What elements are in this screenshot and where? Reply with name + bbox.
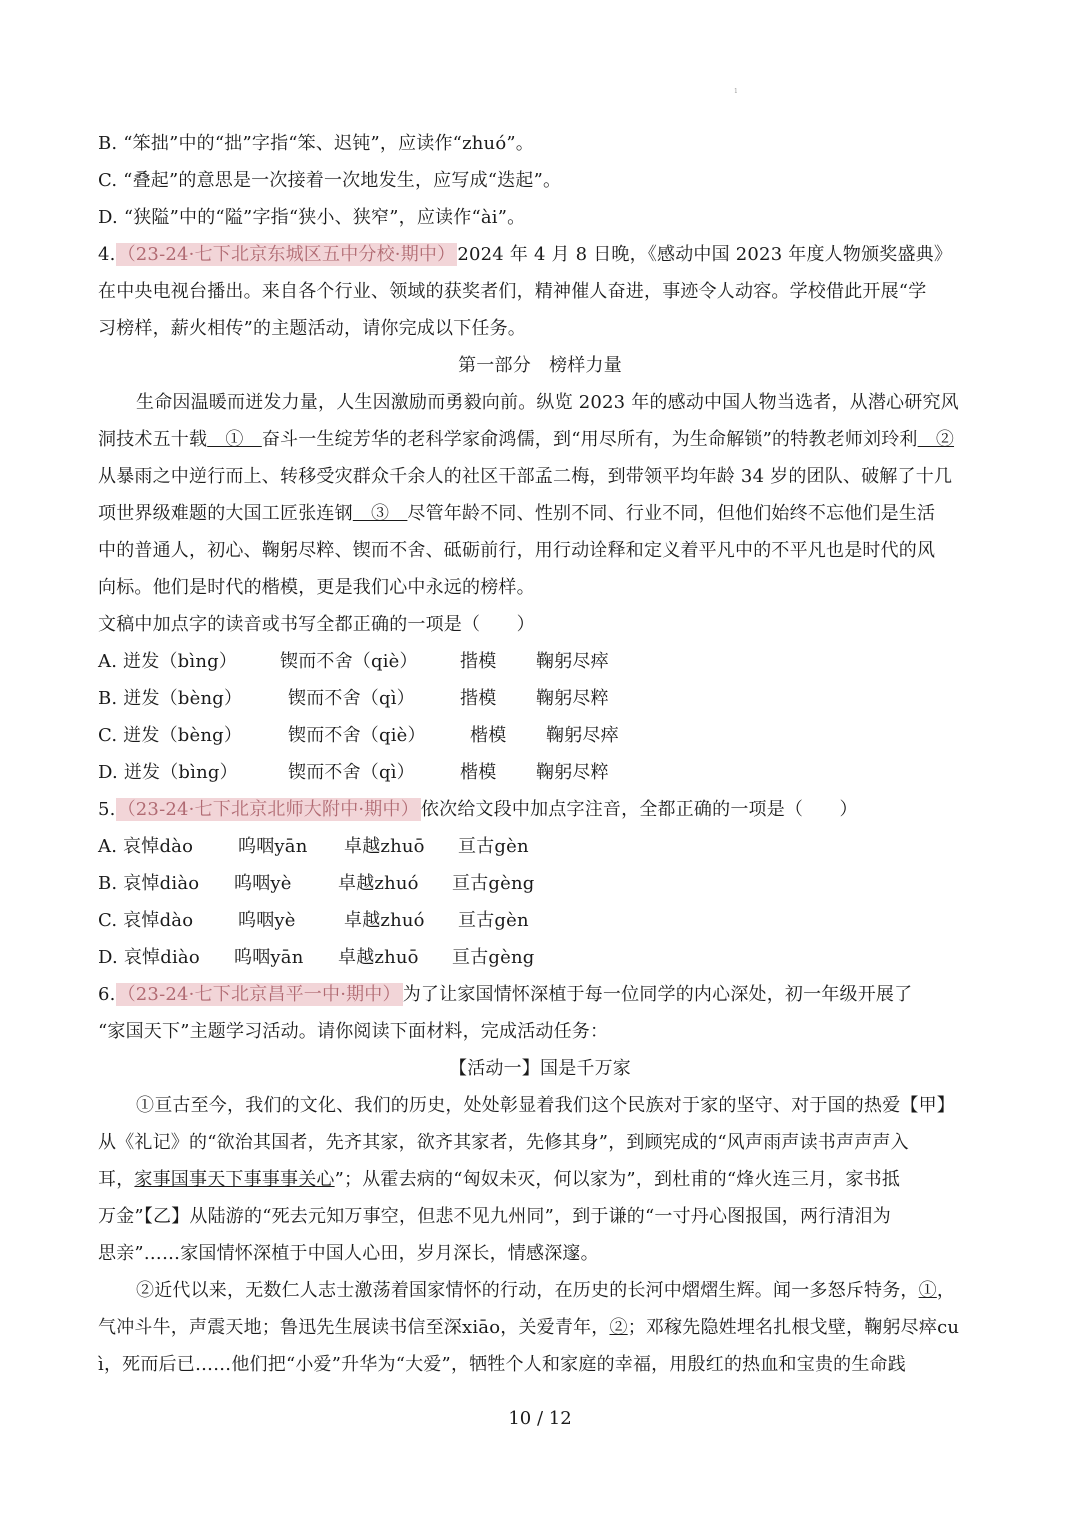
material-text: ②近代以来，无数仁人志士激荡着国家情怀的行动，在历史的长河中熠熠生辉。闻一多怒斥特务，	[136, 1280, 919, 1301]
material-text: ；邓稼先隐姓埋名扎根戈壁，鞠躬尽瘁cu	[627, 1317, 960, 1338]
option-cell: C. 哀悼dào	[98, 910, 194, 931]
option-cell: A. 迸发（bìng）	[98, 651, 238, 672]
question-6-header	[98, 982, 988, 1008]
question-4-line-2: 在中央电视台播出。来自各个行业、领域的获奖者们，精神催人奋进，事迹令人动容。学校借此开展“学	[98, 281, 927, 302]
question-lead: 依次给文段中加点字注音，全都正确的一项是（ ）	[420, 799, 858, 820]
option-cell: 亘古gèng	[452, 947, 535, 968]
q4-option-c	[98, 723, 988, 749]
question-number: 5.	[98, 799, 116, 820]
material-line-5: 思亲”……家国情怀深植于中国人心田，岁月深长，情感深邃。	[98, 1243, 599, 1264]
option-cell: 楷模	[460, 762, 497, 783]
material-line-3	[98, 1167, 988, 1193]
material-line-1: ①亘古至今，我们的文化、我们的历史，处处彰显着我们这个民族对于家的坚守、对于国的热爱【甲】	[136, 1095, 955, 1116]
material-line-4: 万金”【乙】从陆游的“死去元知万事空，但悲不见九州同”，到于谦的“一寸丹心图报国，两行清泪为	[98, 1206, 892, 1227]
option-cell: 鞠躬尽瘁	[546, 725, 619, 746]
material-line-6	[136, 1278, 1026, 1304]
passage-line-6: 向标。他们是时代的楷模，更是我们心中永远的榜样。	[98, 577, 535, 598]
question-number: 6.	[98, 984, 116, 1005]
option-cell: 锲而不舍（qì）	[288, 762, 415, 783]
blank-2: ②	[917, 429, 955, 450]
material-text: 耳，	[98, 1169, 135, 1190]
question-5-header	[98, 797, 988, 823]
blank-marker-2: ②	[609, 1317, 628, 1338]
option-cell: 卓越zhuó	[338, 873, 419, 894]
option-cell: 卓越zhuō	[344, 836, 425, 857]
option-cell: 楷模	[470, 725, 507, 746]
top-mark: 1	[734, 88, 738, 95]
blank-1: ①	[207, 429, 262, 450]
option-cell: 呜咽yè	[238, 910, 296, 931]
option-cell: 卓越zhuó	[344, 910, 425, 931]
option-cell: 呜咽yān	[238, 836, 308, 857]
question-6-line-2: “家国天下”主题学习活动。请你阅读下面材料，完成活动任务：	[98, 1021, 609, 1042]
source-tag: （23-24·七下北京东城区五中分校·期中）	[117, 244, 456, 265]
source-tag: （23-24·七下北京昌平一中·期中）	[117, 984, 401, 1005]
option-cell: 呜咽yè	[234, 873, 292, 894]
option-d-line: D. “狭隘”中的“隘”字指“狭小、狭窄”，应读作“ài”。	[98, 207, 526, 228]
material-line-8: ì，死而后已……他们把“小爱”升华为“大爱”，牺牲个人和家庭的幸福，用殷红的热血和宝贵的生命践	[98, 1354, 906, 1375]
passage-line-4	[98, 501, 988, 527]
passage-line-1: 生命因温暖而迸发力量，人生因激励而勇毅向前。纵览 2023 年的感动中国人物当选者，从潜心研究风	[136, 392, 959, 413]
option-cell: 鞠躬尽粹	[536, 688, 609, 709]
question-4-line-3: 习榜样，薪火相传”的主题活动，请你完成以下任务。	[98, 318, 526, 339]
blank-marker-1: ①	[918, 1280, 937, 1301]
passage-line-2	[98, 427, 988, 453]
passage-text: 尽管年龄不同、性别不同、行业不同，但他们始终不忘他们是生活	[407, 503, 936, 524]
option-cell: 锲而不舍（qì）	[288, 688, 415, 709]
option-cell: D. 迸发（bìng）	[98, 762, 238, 783]
option-cell: 揩模	[460, 688, 497, 709]
option-cell: 鞠躬尽粹	[536, 762, 609, 783]
passage-line-5: 中的普通人，初心、鞠躬尽粹、锲而不舍、砥砺前行，用行动诠释和定义着平凡中的不平凡也是时代的风	[98, 540, 936, 561]
q4-option-a	[98, 649, 988, 675]
option-cell: 亘古gèng	[452, 873, 535, 894]
option-cell: C. 迸发（bèng）	[98, 725, 243, 746]
q5-option-a	[98, 834, 988, 860]
passage-line-3: 从暴雨之中逆行而上、转移受灾群众千余人的社区干部孟二梅，到带领平均年龄 34 岁的团队、破解了十几	[98, 466, 953, 487]
material-text: 气冲斗牛，声震天地；鲁迅先生展读书信至深xiāo，关爱青年，	[98, 1317, 610, 1338]
option-c-line: C. “叠起”的意思是一次接着一次地发生，应写成“迭起”。	[98, 170, 562, 191]
material-line-7	[98, 1315, 988, 1341]
option-cell: 锲而不舍（qiè）	[288, 725, 426, 746]
option-cell: 卓越zhuō	[338, 947, 419, 968]
option-cell: B. 迸发（bèng）	[98, 688, 243, 709]
q5-option-d	[98, 945, 988, 971]
q5-option-b	[98, 871, 988, 897]
option-cell: 亘古gèn	[458, 910, 529, 931]
option-cell: A. 哀悼dào	[98, 836, 194, 857]
option-cell: D. 哀悼diào	[98, 947, 200, 968]
passage-text: 洞技术五十载	[98, 429, 208, 450]
blank-3: ③	[352, 503, 408, 524]
passage-text: 奋斗一生绽芳华的老科学家俞鸿儒，到“用尽所有，为生命解锁”的特教老师刘玲利	[261, 429, 918, 450]
option-cell: 鞠躬尽瘁	[536, 651, 609, 672]
option-cell: 亘古gèn	[458, 836, 529, 857]
material-line-2: 从《礼记》的“欲治其国者，先齐其家，欲齐其家者，先修其身”，到顾宪成的“风声雨声读书声声声入	[98, 1132, 909, 1153]
source-tag: （23-24·七下北京北师大附中·期中）	[117, 799, 419, 820]
question-4-header	[98, 242, 988, 268]
passage-text: 项世界级难题的大国工匠张连钢	[98, 503, 353, 524]
option-cell: 呜咽yān	[234, 947, 304, 968]
option-cell: 揩模	[460, 651, 497, 672]
part-title: 第一部分 榜样力量	[458, 355, 622, 376]
q4-option-b	[98, 686, 988, 712]
question-4-prompt: 文稿中加点字的读音或书写全都正确的一项是（ ）	[98, 614, 535, 635]
material-text: ，	[936, 1280, 956, 1301]
option-b-line: B. “笨拙”中的“拙”字指“笨、迟钝”，应读作“zhuó”。	[98, 133, 534, 154]
material-text: ”；从霍去病的“匈奴未灭，何以家为”，到杜甫的“烽火连三月，家书抵	[334, 1169, 901, 1190]
underlined-phrase: 家事国事天下事事事关心	[134, 1169, 335, 1190]
q4-option-d	[98, 760, 988, 786]
option-cell: B. 哀悼diào	[98, 873, 200, 894]
question-lead: 2024 年 4 月 8 日晚，《感动中国 2023 年度人物颁奖盛典》	[457, 244, 953, 265]
activity-title: 【活动一】国是千万家	[449, 1058, 631, 1079]
question-lead: 为了让家国情怀深植于每一位同学的内心深处，初一年级开展了	[402, 984, 913, 1005]
page-number: 10 / 12	[508, 1408, 572, 1429]
option-cell: 锲而不舍（qiè）	[280, 651, 418, 672]
q5-option-c	[98, 908, 988, 934]
question-number: 4.	[98, 244, 116, 265]
